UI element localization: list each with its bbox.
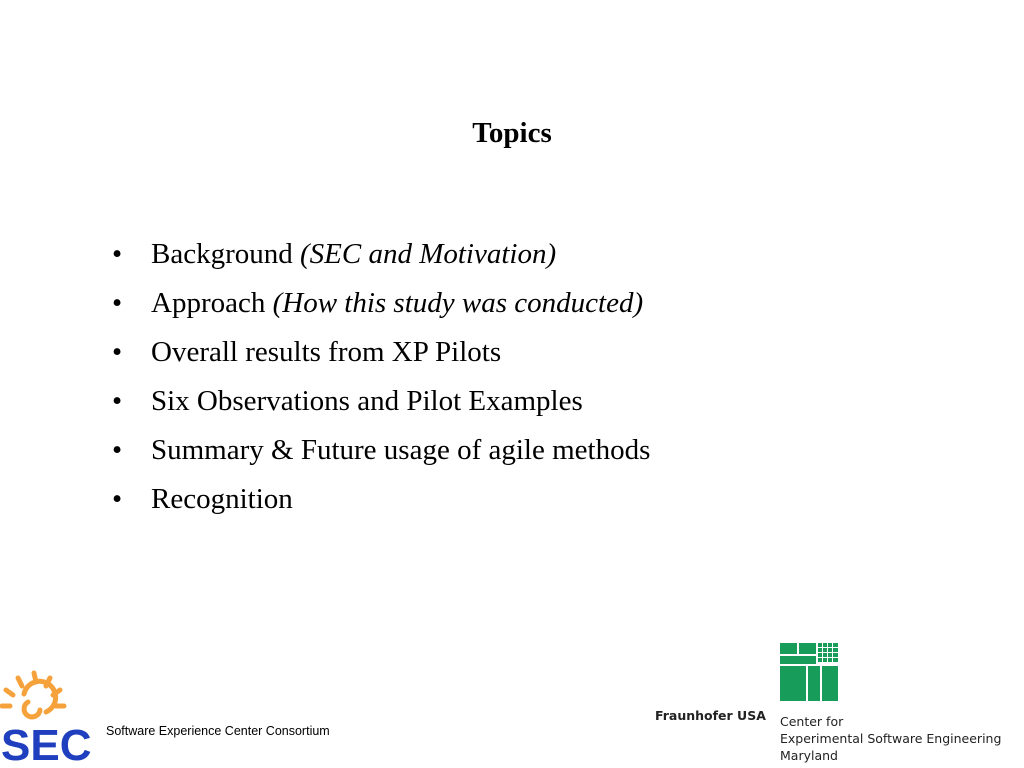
topic-text: Overall results from XP Pilots	[151, 336, 502, 368]
sun-icon	[2, 673, 64, 717]
topic-item-observations	[112, 377, 650, 426]
sec-logo	[0, 668, 104, 768]
bullet-dot: •	[112, 483, 123, 515]
topic-text: Six Observations and Pilot Examples	[151, 385, 583, 417]
topic-text: Background	[151, 238, 300, 270]
bullet-dot: •	[112, 434, 123, 466]
center-line: Maryland	[780, 748, 838, 763]
topic-item-summary	[112, 426, 650, 475]
topic-note: (SEC and Motivation)	[300, 238, 557, 270]
topic-list	[112, 230, 650, 524]
sec-logo-text: SEC	[1, 721, 92, 768]
bullet-dot: •	[112, 238, 123, 270]
bullet-dot: •	[112, 287, 123, 319]
fraunhofer-name: Fraunhofer USA	[655, 708, 766, 723]
bullet-dot: •	[112, 385, 123, 417]
fraunhofer-grid-icon	[780, 643, 838, 701]
bullet-dot: •	[112, 336, 123, 368]
topic-item-background	[112, 230, 650, 279]
topic-text: Summary & Future usage of agile methods	[151, 434, 651, 466]
fraunhofer-center-name	[780, 713, 1001, 764]
slide-title: Topics	[472, 117, 552, 149]
topic-text: Approach	[151, 287, 273, 319]
topic-item-overall-results	[112, 328, 650, 377]
topic-item-recognition	[112, 475, 650, 524]
topic-item-approach	[112, 279, 650, 328]
center-line: Experimental Software Engineering	[780, 731, 1002, 746]
center-line: Center for	[780, 714, 844, 729]
topic-text: Recognition	[151, 483, 293, 515]
sec-caption: Software Experience Center Consortium	[106, 724, 330, 738]
topic-note: (How this study was conducted)	[272, 287, 644, 319]
